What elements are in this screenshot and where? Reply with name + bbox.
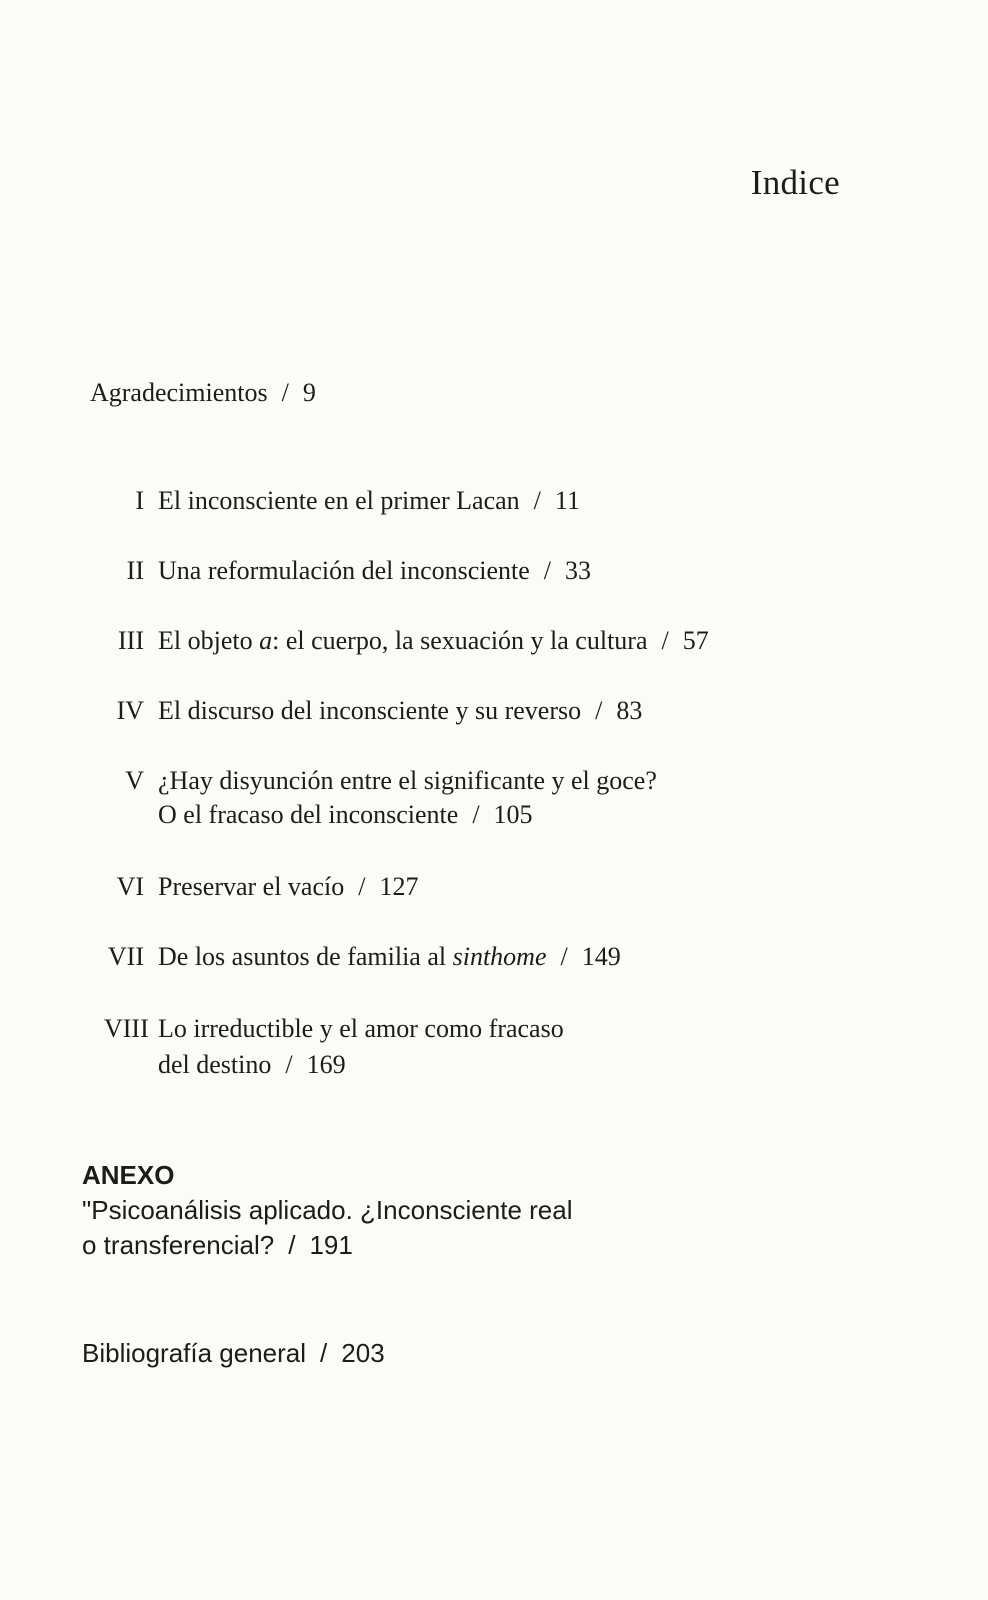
separator: /	[285, 1050, 293, 1079]
separator: /	[533, 486, 541, 515]
bibliography-label: Bibliografía general	[82, 1338, 307, 1368]
toc-entry-chapter-1	[104, 486, 580, 516]
chapter-title-pre: El objeto	[158, 626, 260, 655]
annex-title-line2: o transferencial?	[82, 1230, 275, 1260]
chapter-title-pre: De los asuntos de familia al	[158, 942, 453, 971]
toc-entry-chapter-8	[104, 1014, 564, 1044]
chapter-title: El inconsciente en el primer Lacan	[158, 486, 520, 515]
chapter-title-line2: del destino	[158, 1050, 272, 1079]
chapter-title-post: : el cuerpo, la sexuación y la cultura	[272, 626, 648, 655]
chapter-number: II	[126, 556, 144, 585]
chapter-title: Una reformulación del inconsciente	[158, 556, 530, 585]
annex-heading: ANEXO	[82, 1160, 175, 1190]
chapter-title-line2: O el fracaso del inconsciente	[158, 800, 459, 829]
chapter-page: 57	[682, 626, 709, 655]
toc-entry-bibliography	[82, 1338, 385, 1368]
entry-label: Agradecimientos	[90, 378, 268, 407]
toc-entry-chapter-3	[104, 626, 709, 656]
chapter-title-italic: sinthome	[452, 942, 547, 971]
chapter-title-line1: ¿Hay disyunción entre el significante y el goce?	[158, 766, 657, 795]
separator: /	[595, 696, 603, 725]
chapter-title: El discurso del inconsciente y su reverso	[158, 696, 582, 725]
toc-entry-chapter-2	[104, 556, 591, 586]
toc-entry-chapter-4	[104, 696, 642, 726]
separator: /	[358, 872, 366, 901]
separator: /	[543, 556, 552, 585]
page-title: Indice	[750, 163, 840, 202]
toc-entry-chapter-7	[104, 942, 621, 972]
chapter-number: III	[118, 626, 144, 655]
toc-entry-chapter-5-cont	[158, 800, 533, 830]
chapter-number: IV	[116, 696, 144, 725]
separator: /	[281, 378, 289, 407]
chapter-title-line1: Lo irreductible y el amor como fracaso	[158, 1014, 564, 1043]
chapter-number: I	[135, 486, 144, 515]
chapter-title-italic: a	[259, 626, 273, 655]
toc-entry-acknowledgments	[90, 378, 316, 408]
chapter-number: VIII	[104, 1014, 149, 1043]
chapter-page: 127	[379, 872, 419, 901]
separator: /	[288, 1230, 296, 1260]
toc-entry-chapter-8-cont	[158, 1050, 346, 1080]
toc-entry-annex	[82, 1230, 353, 1260]
chapter-page: 83	[616, 696, 643, 725]
annex-page: 191	[309, 1230, 353, 1260]
separator: /	[472, 800, 480, 829]
chapter-title: Preservar el vacío	[158, 872, 345, 901]
chapter-number: VI	[116, 872, 144, 901]
chapter-page: 169	[306, 1050, 346, 1079]
separator: /	[320, 1338, 328, 1368]
chapter-number: V	[125, 766, 144, 795]
toc-entry-chapter-6	[104, 872, 418, 902]
chapter-number: VII	[107, 942, 144, 971]
chapter-page: 149	[581, 942, 621, 971]
toc-entry-chapter-5	[104, 766, 657, 796]
separator: /	[560, 942, 568, 971]
chapter-page: 33	[565, 556, 592, 585]
annex-title-line1: "Psicoanálisis aplicado. ¿Inconsciente real	[82, 1195, 573, 1225]
separator: /	[661, 626, 669, 655]
bibliography-page: 203	[341, 1338, 385, 1368]
entry-page: 9	[302, 378, 316, 407]
chapter-page: 105	[493, 800, 533, 829]
chapter-page: 11	[554, 486, 580, 515]
